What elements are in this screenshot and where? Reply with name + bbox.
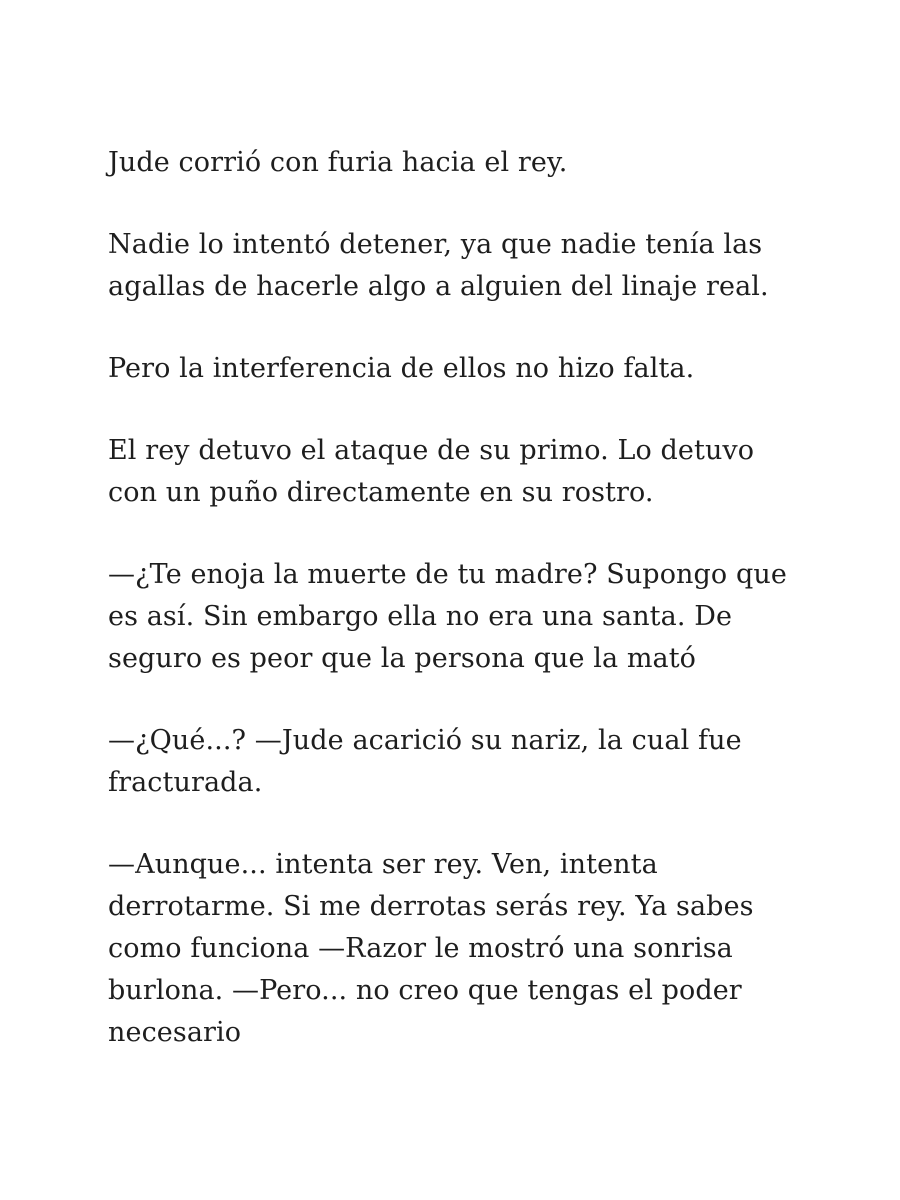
- paragraph-7: [108, 844, 808, 1054]
- text-line: derrotarme. Si me derrotas serás rey. Ya sabes: [108, 891, 754, 922]
- text-line: es así. Sin embargo ella no era una santa. De: [108, 601, 733, 632]
- paragraph-6: [108, 720, 808, 804]
- text-line: burlona. —Pero... no creo que tengas el poder: [108, 975, 742, 1006]
- text-line: necesario: [108, 1017, 242, 1048]
- text-line: fracturada.: [108, 767, 263, 798]
- story-text: [108, 142, 808, 1094]
- text-line: agallas de hacerle algo a alguien del linaje real.: [108, 271, 769, 302]
- paragraph-4: [108, 430, 808, 514]
- text-line: —Aunque... intenta ser rey. Ven, intenta: [108, 849, 658, 880]
- text-line: El rey detuvo el ataque de su primo. Lo detuvo: [108, 435, 755, 466]
- text-line: —¿Te enoja la muerte de tu madre? Supongo que: [108, 559, 787, 590]
- text-line: Pero la interferencia de ellos no hizo falta.: [108, 353, 695, 384]
- paragraph-1: [108, 142, 808, 184]
- text-line: con un puño directamente en su rostro.: [108, 477, 654, 508]
- text-line: —¿Qué...? —Jude acarició su nariz, la cual fue: [108, 725, 742, 756]
- text-line: Nadie lo intentó detener, ya que nadie tenía las: [108, 229, 763, 260]
- paragraph-2: [108, 224, 808, 308]
- text-line: como funciona —Razor le mostró una sonrisa: [108, 933, 733, 964]
- text-line: seguro es peor que la persona que la mató: [108, 643, 697, 674]
- paragraph-5: [108, 554, 808, 680]
- text-line: Jude corrió con furia hacia el rey.: [108, 147, 568, 178]
- paragraph-3: [108, 348, 808, 390]
